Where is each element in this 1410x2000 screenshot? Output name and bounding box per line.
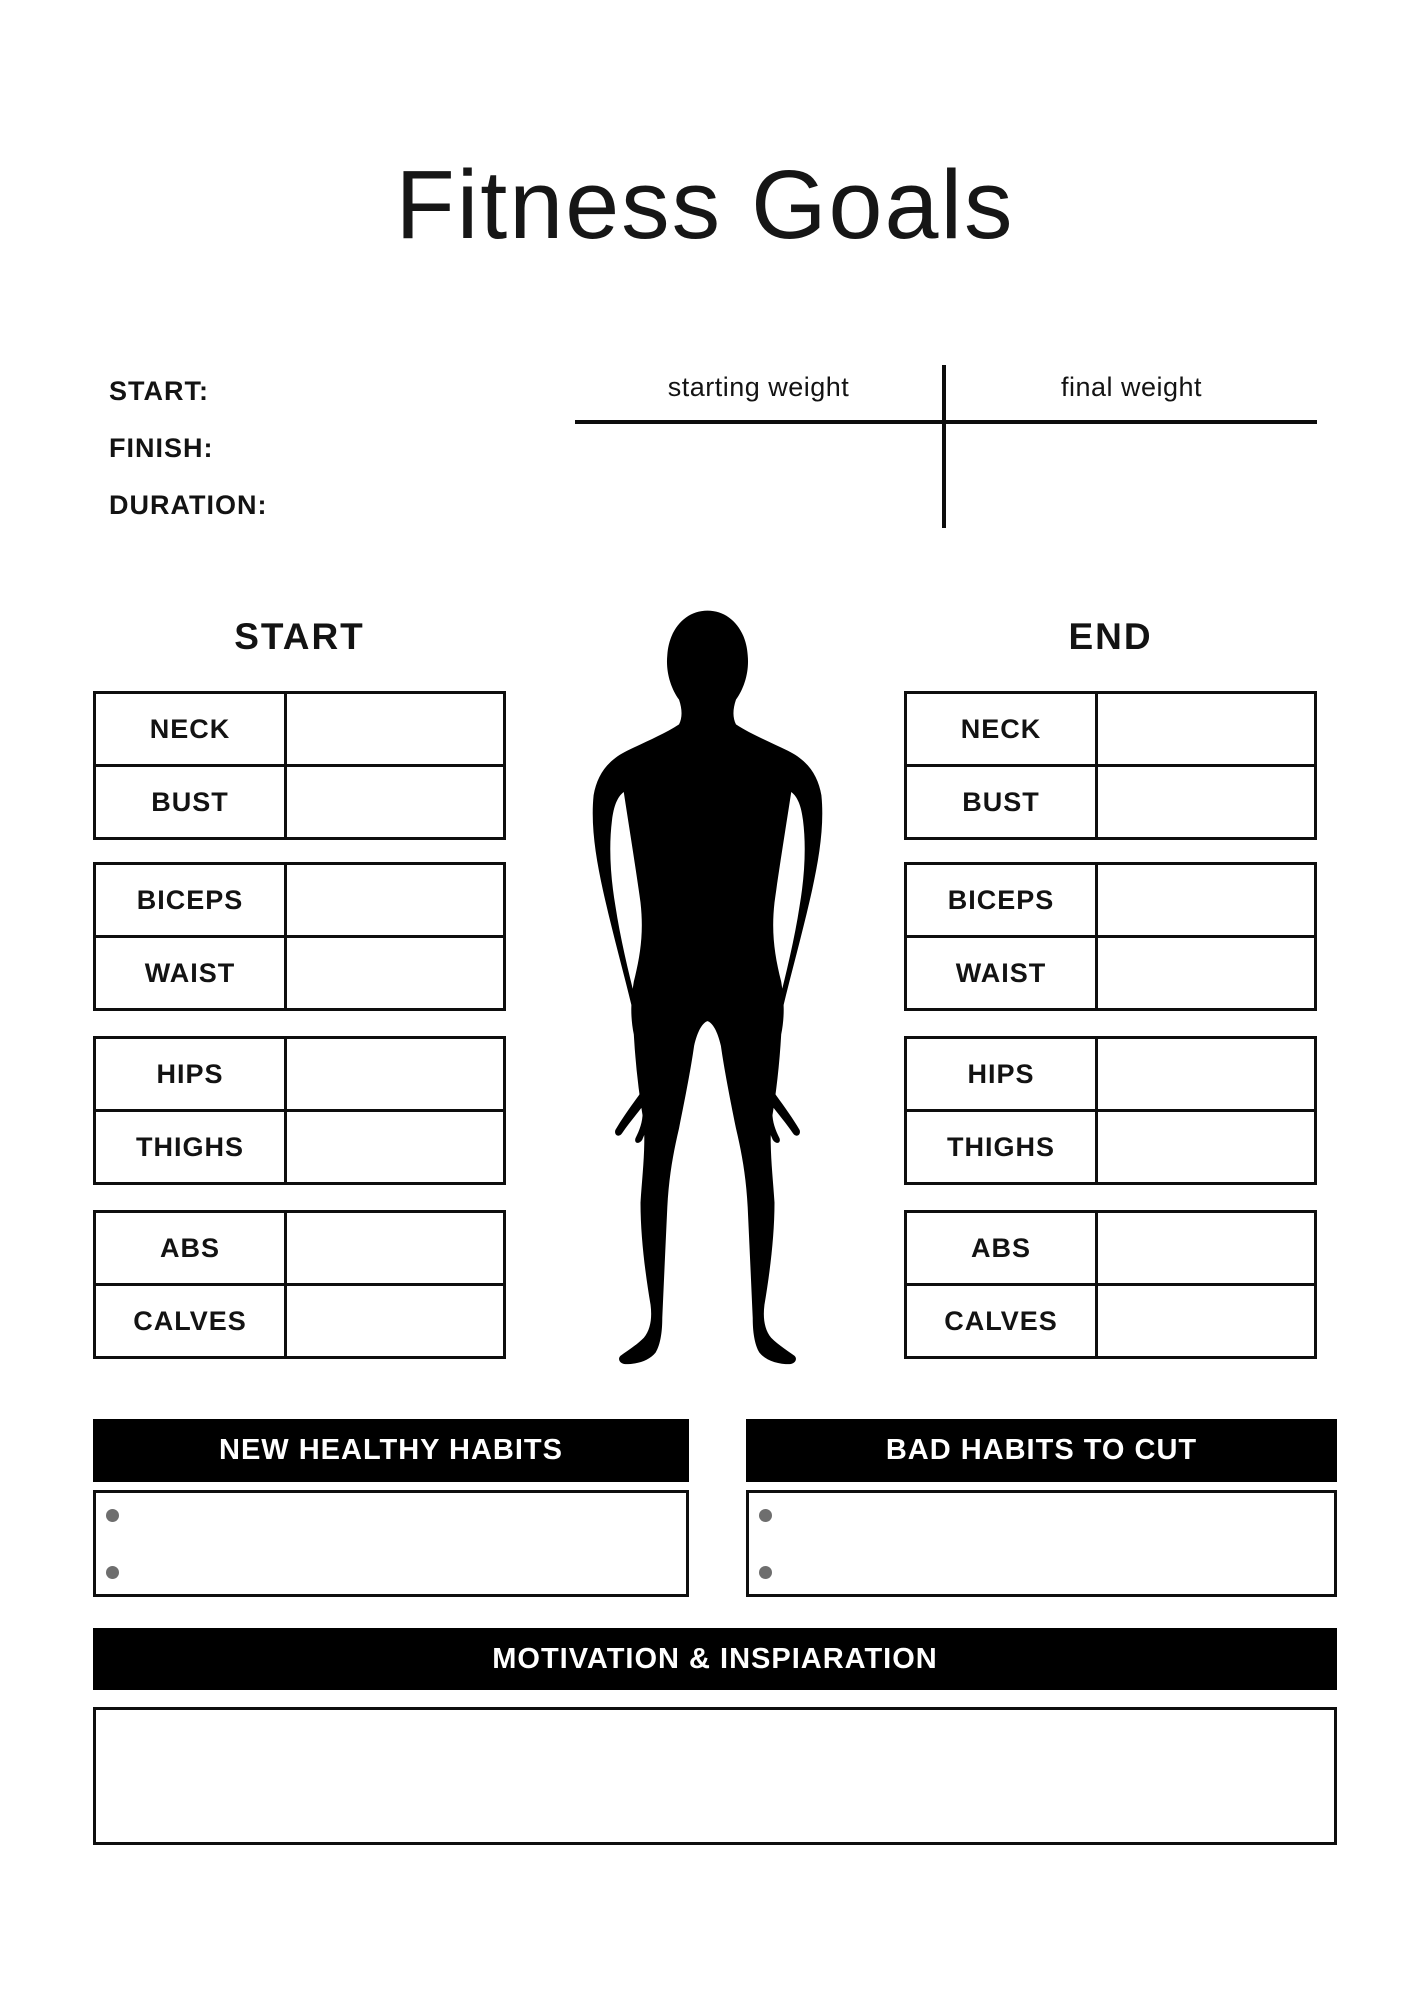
final-weight-header: final weight bbox=[1060, 372, 1203, 402]
end-table-biceps-waist bbox=[904, 862, 1317, 1011]
table-row bbox=[907, 1213, 1314, 1286]
table-row bbox=[96, 1039, 503, 1112]
table-row bbox=[907, 1112, 1314, 1182]
bullet-dot bbox=[106, 1509, 119, 1522]
table-row bbox=[96, 1112, 503, 1182]
section-title: MOTIVATION & INSPIARATION bbox=[492, 1642, 938, 1675]
start-measurements-heading: START bbox=[234, 616, 365, 657]
measurement-label: THIGHS bbox=[96, 1112, 287, 1182]
start-date-label: START: bbox=[109, 376, 209, 406]
bullet-dot bbox=[759, 1566, 772, 1579]
start-table-abs-calves bbox=[93, 1210, 506, 1359]
table-row bbox=[907, 767, 1314, 837]
table-row bbox=[96, 1286, 503, 1356]
measurement-value-cell[interactable] bbox=[287, 1286, 503, 1356]
measurement-value-cell[interactable] bbox=[1098, 938, 1314, 1008]
end-table-neck-bust bbox=[904, 691, 1317, 840]
table-row bbox=[96, 694, 503, 767]
table-row bbox=[907, 1039, 1314, 1112]
measurement-label: CALVES bbox=[907, 1286, 1098, 1356]
bullet-dot bbox=[106, 1566, 119, 1579]
table-row bbox=[907, 694, 1314, 767]
measurement-value-cell[interactable] bbox=[1098, 694, 1314, 764]
measurement-label: NECK bbox=[96, 694, 287, 764]
table-row bbox=[96, 767, 503, 837]
measurement-label: HIPS bbox=[907, 1039, 1098, 1109]
table-row bbox=[96, 865, 503, 938]
measurement-value-cell[interactable] bbox=[287, 767, 503, 837]
bullet-dot bbox=[759, 1509, 772, 1522]
end-table-abs-calves bbox=[904, 1210, 1317, 1359]
bad-habits-to-cut-header bbox=[746, 1419, 1337, 1482]
start-table-neck-bust bbox=[93, 691, 506, 840]
measurement-label: ABS bbox=[96, 1213, 287, 1283]
start-table-hips-thighs bbox=[93, 1036, 506, 1185]
measurement-value-cell[interactable] bbox=[1098, 767, 1314, 837]
measurement-label: WAIST bbox=[907, 938, 1098, 1008]
measurement-value-cell[interactable] bbox=[287, 1213, 503, 1283]
table-row bbox=[96, 1213, 503, 1286]
section-title: BAD HABITS TO CUT bbox=[885, 1434, 1198, 1466]
new-healthy-habits-box[interactable] bbox=[93, 1490, 689, 1597]
table-row bbox=[907, 865, 1314, 938]
table-row bbox=[96, 938, 503, 1008]
weight-table-horizontal-rule bbox=[575, 420, 1317, 424]
finish-date-label: FINISH: bbox=[109, 433, 214, 463]
measurement-label: WAIST bbox=[96, 938, 287, 1008]
measurement-value-cell[interactable] bbox=[287, 938, 503, 1008]
motivation-inspiration-box[interactable] bbox=[93, 1707, 1337, 1845]
measurement-label: HIPS bbox=[96, 1039, 287, 1109]
measurement-value-cell[interactable] bbox=[1098, 1039, 1314, 1109]
section-title: NEW HEALTHY HABITS bbox=[219, 1434, 563, 1466]
final-weight-input-cell[interactable] bbox=[946, 428, 1317, 528]
measurement-label: NECK bbox=[907, 694, 1098, 764]
measurement-value-cell[interactable] bbox=[1098, 1112, 1314, 1182]
measurement-value-cell[interactable] bbox=[1098, 1213, 1314, 1283]
new-healthy-habits-header bbox=[93, 1419, 689, 1482]
duration-label: DURATION: bbox=[109, 490, 268, 520]
page-title: Fitness Goals bbox=[395, 150, 1015, 259]
measurement-label: BICEPS bbox=[907, 865, 1098, 935]
motivation-inspiration-header bbox=[93, 1628, 1337, 1690]
measurement-label: BICEPS bbox=[96, 865, 287, 935]
table-row bbox=[907, 938, 1314, 1008]
start-table-biceps-waist bbox=[93, 862, 506, 1011]
measurement-label: CALVES bbox=[96, 1286, 287, 1356]
measurement-value-cell[interactable] bbox=[1098, 865, 1314, 935]
table-row bbox=[907, 1286, 1314, 1356]
end-table-hips-thighs bbox=[904, 1036, 1317, 1185]
measurement-value-cell[interactable] bbox=[287, 1112, 503, 1182]
measurement-value-cell[interactable] bbox=[287, 694, 503, 764]
starting-weight-header: starting weight bbox=[667, 372, 850, 402]
measurement-value-cell[interactable] bbox=[1098, 1286, 1314, 1356]
measurement-label: ABS bbox=[907, 1213, 1098, 1283]
measurement-value-cell[interactable] bbox=[287, 865, 503, 935]
starting-weight-input-cell[interactable] bbox=[575, 428, 942, 528]
end-measurements-heading: END bbox=[1068, 616, 1153, 657]
measurement-value-cell[interactable] bbox=[287, 1039, 503, 1109]
measurement-label: BUST bbox=[907, 767, 1098, 837]
male-body-silhouette-icon bbox=[540, 604, 875, 1379]
measurement-label: BUST bbox=[96, 767, 287, 837]
bad-habits-to-cut-box[interactable] bbox=[746, 1490, 1337, 1597]
measurement-label: THIGHS bbox=[907, 1112, 1098, 1182]
